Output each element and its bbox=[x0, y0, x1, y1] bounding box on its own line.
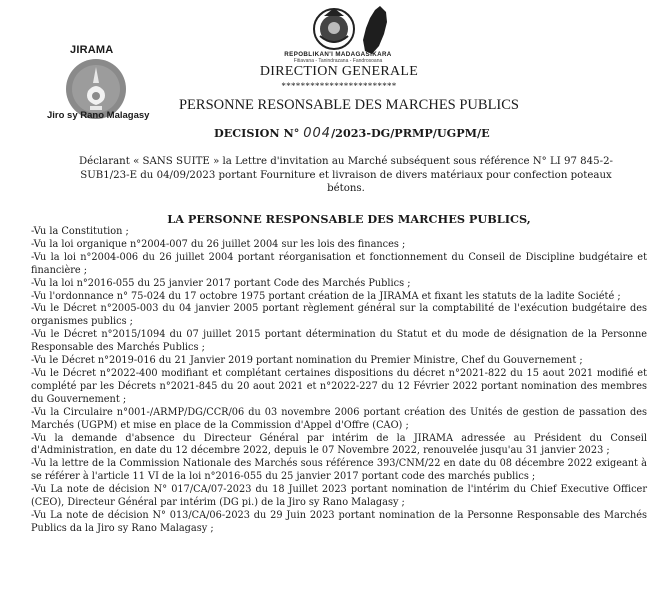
list-item: -Vu la lettre de la Commission Nationale des Marchés sous référence 393/CNM/22 en date du 08 décembre 2022 exigeant à se référer à l'article 11 VI de la loi n°2016-055 du 25 janvier 2017 portant code des marchés publics ; bbox=[31, 458, 647, 483]
decision-reference bbox=[214, 126, 490, 141]
list-item: -Vu la Constitution ; bbox=[31, 226, 129, 237]
organization-name: JIRAMA bbox=[70, 44, 114, 56]
considerations-list bbox=[31, 226, 647, 536]
list-item: -Vu le Décret n°2005-003 du 04 janvier 2005 portant règlement général sur la comptabilité de l'exécution budgétaire des organismes publics ; bbox=[31, 303, 647, 328]
responsible-title: PERSONNE RESONSABLE DES MARCHES PUBLICS bbox=[178, 97, 519, 113]
list-item: -Vu la Circulaire n°001-/ARMP/DG/CCR/06 du 03 novembre 2006 portant création des Unités de gestion de passation des Marchés (UGPM) et mise en place de la Commission d'Appel d'Offre (CAO) ; bbox=[31, 406, 647, 431]
decision-number: 004 bbox=[303, 126, 332, 141]
republic-motto: Fitiavana - Tanindrazana - Fandrosoana bbox=[293, 58, 383, 64]
list-item: -Vu l'ordonnance n° 75-024 du 17 octobre 1975 portant création de la JIRAMA et fixant les statuts de la ladite Société ; bbox=[31, 290, 621, 302]
list-item: -Vu la loi organique n°2004-007 du 26 juillet 2004 sur les lois des finances ; bbox=[31, 238, 406, 250]
divider-stars: ************************ bbox=[281, 81, 397, 91]
list-item: -Vu La note de décision N° 013/CA/06-2023 du 29 Juin 2023 portant nomination de la Personne Responsable des Marchés Publics da la Jiro sy Rano Malagasy ; bbox=[31, 509, 647, 534]
decision-prefix: DECISION N° bbox=[214, 126, 304, 140]
list-item: -Vu le Décret n°2015/1094 du 07 juillet 2015 portant détermination du Statut et du mode de désignation de la Personne Responsable des Marchés Publics ; bbox=[31, 329, 647, 354]
madagascar-map-icon bbox=[360, 4, 390, 56]
list-item: -Vu la loi n°2004-006 du 26 juillet 2004 portant réorganisation et fonctionnement du Conseil de Discipline budgétaire et financière ; bbox=[31, 251, 647, 276]
organization-slogan: Jiro sy Rano Malagasy bbox=[47, 110, 150, 121]
republic-name: REPOBLIKAN'I MADAGASIKARA bbox=[284, 51, 392, 58]
list-item: -Vu la loi n°2016-055 du 25 janvier 2017 portant Code des Marchés Publics ; bbox=[31, 277, 411, 289]
list-item: -Vu le Décret n°2022-400 modifiant et complétant certaines dispositions du décret n°2021-822 du 15 aout 2021 modifié et complété par les Décrets n°2021-845 du 20 aout 2021 et n°2022-227 du 12 Février 2022 portant nomination des membres du Gouvernement ; bbox=[31, 367, 647, 405]
declarant-text: Déclarant « SANS SUITE » la Lettre d'invitation au Marché subséquent sous référence N° LI 97 845-2-SUB1/23-E du 04/09/2023 portant Fourniture et livraison de divers matériaux pour confection poteaux bétons. bbox=[79, 156, 613, 194]
republic-emblem-icon bbox=[310, 6, 358, 52]
list-item: -Vu la demande d'absence du Directeur Général par intérim de la JIRAMA adressée au Président du Conseil d'Administration, en date du 12 décembre 2022, depuis le 07 Novembre 2022, renouvelée jusqu'au 31 janvier 2023 ; bbox=[31, 432, 647, 457]
list-item: -Vu le Décret n°2019-016 du 21 Janvier 2019 portant nomination du Premier Ministre, Chef du Gouvernement ; bbox=[31, 355, 583, 367]
section-heading: LA PERSONNE RESPONSABLE DES MARCHES PUBLICS, bbox=[167, 212, 531, 226]
direction-title: DIRECTION GENERALE bbox=[259, 64, 419, 79]
decision-suffix: /2023-DG/PRMP/UGPM/E bbox=[331, 126, 490, 140]
list-item: -Vu La note de décision N° 017/CA/07-2023 du 18 Juillet 2023 portant nomination de l'intérim du Chief Executive Officer (CEO), Directeur Général par intérim (DG pi.) de la Jiro sy Rano Malagasy ; bbox=[31, 484, 647, 509]
